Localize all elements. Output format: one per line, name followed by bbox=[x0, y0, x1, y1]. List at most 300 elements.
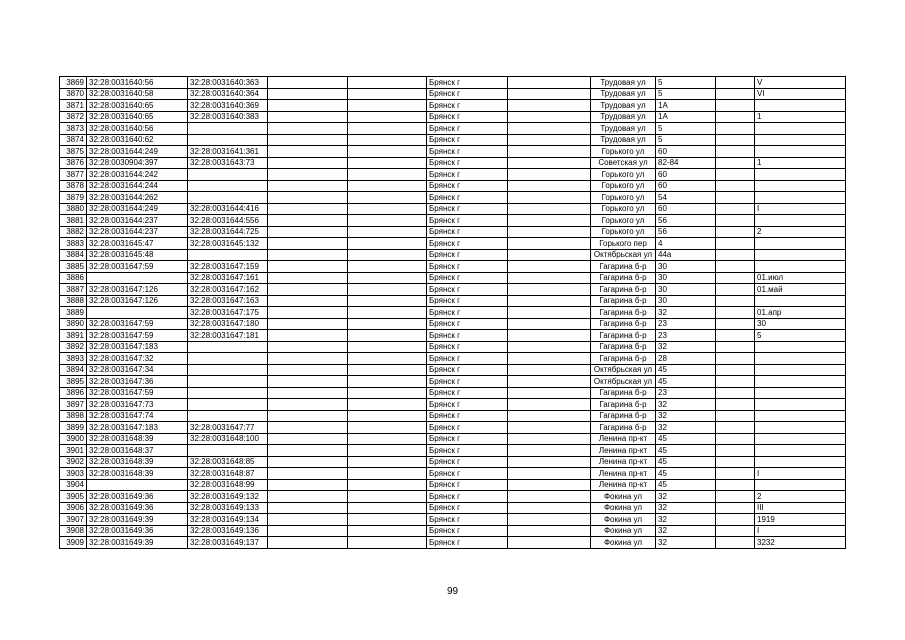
cell-cadastral-number-2: 32:28:0031647:180 bbox=[188, 318, 268, 330]
cell-street: Трудовая ул bbox=[591, 77, 656, 89]
cell-empty-col-10 bbox=[716, 180, 755, 192]
cell-cadastral-number-2: 32:28:0031643:73 bbox=[188, 157, 268, 169]
cell-street: Ленина пр-кт bbox=[591, 456, 656, 468]
cell-empty-col-10 bbox=[716, 134, 755, 146]
cell-empty-col-4 bbox=[268, 318, 348, 330]
cell-empty-col-5 bbox=[348, 410, 427, 422]
cell-empty-col-5 bbox=[348, 318, 427, 330]
cell-cadastral-number: 32:28:0031647:34 bbox=[87, 364, 188, 376]
cell-row-number: 3875 bbox=[60, 146, 87, 158]
cell-cadastral-number: 32:28:0031649:36 bbox=[87, 525, 188, 537]
cell-row-number: 3881 bbox=[60, 215, 87, 227]
cell-cadastral-number-2 bbox=[188, 249, 268, 261]
cell-row-number: 3872 bbox=[60, 111, 87, 123]
table-row bbox=[60, 525, 846, 537]
cell-cadastral-number-2: 32:28:0031641:361 bbox=[188, 146, 268, 158]
cell-city: Брянск г bbox=[427, 169, 508, 181]
cell-row-number: 3895 bbox=[60, 376, 87, 388]
cell-cadastral-number: 32:28:0031640:65 bbox=[87, 100, 188, 112]
cell-empty-col-4 bbox=[268, 169, 348, 181]
table-row bbox=[60, 502, 846, 514]
table-row bbox=[60, 169, 846, 181]
cell-empty-col-7 bbox=[508, 433, 591, 445]
cell-city: Брянск г bbox=[427, 307, 508, 319]
cell-empty-col-7 bbox=[508, 364, 591, 376]
cell-empty-col-5 bbox=[348, 215, 427, 227]
cell-empty-col-10 bbox=[716, 157, 755, 169]
cell-empty-col-5 bbox=[348, 456, 427, 468]
cell-cadastral-number-2: 32:28:0031640:369 bbox=[188, 100, 268, 112]
cell-empty-col-10 bbox=[716, 514, 755, 526]
cell-unit-number bbox=[755, 261, 846, 273]
cell-cadastral-number-2: 32:28:0031640:364 bbox=[188, 88, 268, 100]
cell-city: Брянск г bbox=[427, 123, 508, 135]
cell-empty-col-10 bbox=[716, 318, 755, 330]
cell-empty-col-5 bbox=[348, 525, 427, 537]
cell-street: Гагарина б-р bbox=[591, 399, 656, 411]
cell-cadastral-number: 32:28:0031644:242 bbox=[87, 169, 188, 181]
cell-empty-col-4 bbox=[268, 180, 348, 192]
cell-street: Гагарина б-р bbox=[591, 410, 656, 422]
cell-house-number: 44а bbox=[656, 249, 716, 261]
table-row bbox=[60, 284, 846, 296]
cell-city: Брянск г bbox=[427, 422, 508, 434]
cell-cadastral-number: 32:28:0031644:262 bbox=[87, 192, 188, 204]
cell-empty-col-4 bbox=[268, 456, 348, 468]
cell-row-number: 3888 bbox=[60, 295, 87, 307]
cell-empty-col-10 bbox=[716, 215, 755, 227]
cell-empty-col-7 bbox=[508, 376, 591, 388]
cell-empty-col-4 bbox=[268, 88, 348, 100]
cell-empty-col-4 bbox=[268, 249, 348, 261]
cell-street: Гагарина б-р bbox=[591, 318, 656, 330]
cell-cadastral-number-2: 32:28:0031648:85 bbox=[188, 456, 268, 468]
cell-cadastral-number-2 bbox=[188, 134, 268, 146]
table-row bbox=[60, 341, 846, 353]
cell-empty-col-5 bbox=[348, 445, 427, 457]
cell-street: Ленина пр-кт bbox=[591, 445, 656, 457]
cell-empty-col-5 bbox=[348, 284, 427, 296]
cell-empty-col-7 bbox=[508, 295, 591, 307]
cell-empty-col-10 bbox=[716, 249, 755, 261]
cell-cadastral-number-2: 32:28:0031645:132 bbox=[188, 238, 268, 250]
cell-empty-col-7 bbox=[508, 502, 591, 514]
cell-empty-col-7 bbox=[508, 387, 591, 399]
cell-cadastral-number: 32:28:0031640:58 bbox=[87, 88, 188, 100]
cell-row-number: 3885 bbox=[60, 261, 87, 273]
cell-cadastral-number-2: 32:28:0031648:99 bbox=[188, 479, 268, 491]
cell-cadastral-number: 32:28:0031644:237 bbox=[87, 215, 188, 227]
cell-empty-col-5 bbox=[348, 169, 427, 181]
cell-city: Брянск г bbox=[427, 502, 508, 514]
cell-city: Брянск г bbox=[427, 468, 508, 480]
cell-empty-col-10 bbox=[716, 146, 755, 158]
cell-row-number: 3897 bbox=[60, 399, 87, 411]
cell-house-number: 28 bbox=[656, 353, 716, 365]
cell-city: Брянск г bbox=[427, 353, 508, 365]
cell-city: Брянск г bbox=[427, 261, 508, 273]
cell-cadastral-number: 32:28:0031645:48 bbox=[87, 249, 188, 261]
cell-house-number: 32 bbox=[656, 514, 716, 526]
cell-unit-number bbox=[755, 215, 846, 227]
cell-unit-number: 5 bbox=[755, 330, 846, 342]
cell-unit-number bbox=[755, 238, 846, 250]
cell-empty-col-7 bbox=[508, 307, 591, 319]
cell-empty-col-5 bbox=[348, 203, 427, 215]
cell-unit-number bbox=[755, 249, 846, 261]
cell-street: Гагарина б-р bbox=[591, 295, 656, 307]
cell-empty-col-4 bbox=[268, 330, 348, 342]
table-row bbox=[60, 422, 846, 434]
table-row bbox=[60, 353, 846, 365]
table-row bbox=[60, 537, 846, 549]
cell-city: Брянск г bbox=[427, 284, 508, 296]
cell-empty-col-10 bbox=[716, 226, 755, 238]
cell-empty-col-5 bbox=[348, 364, 427, 376]
cell-house-number: 30 bbox=[656, 272, 716, 284]
table-row bbox=[60, 123, 846, 135]
cell-empty-col-7 bbox=[508, 410, 591, 422]
cell-row-number: 3908 bbox=[60, 525, 87, 537]
cell-house-number: 45 bbox=[656, 456, 716, 468]
table-row bbox=[60, 272, 846, 284]
cell-unit-number: 30 bbox=[755, 318, 846, 330]
cell-cadastral-number-2: 32:28:0031644:725 bbox=[188, 226, 268, 238]
table-row bbox=[60, 88, 846, 100]
cell-street: Трудовая ул bbox=[591, 111, 656, 123]
cell-empty-col-5 bbox=[348, 491, 427, 503]
cell-cadastral-number: 32:28:0031647:59 bbox=[87, 318, 188, 330]
cell-street: Гагарина б-р bbox=[591, 387, 656, 399]
table-row bbox=[60, 77, 846, 89]
cell-empty-col-7 bbox=[508, 261, 591, 273]
cell-cadastral-number-2 bbox=[188, 376, 268, 388]
cell-street: Горького ул bbox=[591, 146, 656, 158]
cell-street: Фокина ул bbox=[591, 491, 656, 503]
cell-row-number: 3883 bbox=[60, 238, 87, 250]
cell-row-number: 3871 bbox=[60, 100, 87, 112]
cell-row-number: 3896 bbox=[60, 387, 87, 399]
table-row bbox=[60, 491, 846, 503]
cell-row-number: 3884 bbox=[60, 249, 87, 261]
cell-empty-col-7 bbox=[508, 422, 591, 434]
table-row bbox=[60, 445, 846, 457]
cell-house-number: 56 bbox=[656, 215, 716, 227]
cell-city: Брянск г bbox=[427, 514, 508, 526]
cell-cadastral-number: 32:28:0031640:56 bbox=[87, 123, 188, 135]
cell-empty-col-10 bbox=[716, 456, 755, 468]
cell-city: Брянск г bbox=[427, 146, 508, 158]
cell-empty-col-5 bbox=[348, 330, 427, 342]
cell-unit-number: 01.май bbox=[755, 284, 846, 296]
cell-cadastral-number-2 bbox=[188, 169, 268, 181]
cell-empty-col-7 bbox=[508, 491, 591, 503]
cell-empty-col-10 bbox=[716, 468, 755, 480]
table-row bbox=[60, 261, 846, 273]
cell-empty-col-5 bbox=[348, 433, 427, 445]
cell-empty-col-7 bbox=[508, 146, 591, 158]
cell-house-number: 4 bbox=[656, 238, 716, 250]
cell-empty-col-7 bbox=[508, 284, 591, 296]
cell-unit-number bbox=[755, 123, 846, 135]
cell-empty-col-4 bbox=[268, 215, 348, 227]
cell-cadastral-number: 32:28:0031647:32 bbox=[87, 353, 188, 365]
cell-unit-number bbox=[755, 341, 846, 353]
table-row bbox=[60, 146, 846, 158]
cell-street: Гагарина б-р bbox=[591, 284, 656, 296]
cell-unit-number: VI bbox=[755, 88, 846, 100]
cell-empty-col-10 bbox=[716, 502, 755, 514]
cell-house-number: 30 bbox=[656, 295, 716, 307]
cell-city: Брянск г bbox=[427, 215, 508, 227]
cell-empty-col-10 bbox=[716, 123, 755, 135]
table-row bbox=[60, 134, 846, 146]
cell-house-number: 32 bbox=[656, 502, 716, 514]
cell-city: Брянск г bbox=[427, 238, 508, 250]
cell-house-number: 60 bbox=[656, 146, 716, 158]
cell-empty-col-7 bbox=[508, 479, 591, 491]
cell-unit-number bbox=[755, 387, 846, 399]
cell-empty-col-7 bbox=[508, 157, 591, 169]
cell-unit-number bbox=[755, 364, 846, 376]
page-number: 99 bbox=[446, 586, 459, 597]
cell-street: Трудовая ул bbox=[591, 100, 656, 112]
cell-empty-col-5 bbox=[348, 387, 427, 399]
cell-cadastral-number-2: 32:28:0031640:363 bbox=[188, 77, 268, 89]
cell-cadastral-number: 32:28:0031647:126 bbox=[87, 284, 188, 296]
cell-empty-col-7 bbox=[508, 514, 591, 526]
cell-cadastral-number-2 bbox=[188, 341, 268, 353]
cell-empty-col-7 bbox=[508, 399, 591, 411]
cell-unit-number bbox=[755, 376, 846, 388]
cell-cadastral-number: 32:28:0031647:183 bbox=[87, 422, 188, 434]
cell-cadastral-number-2 bbox=[188, 387, 268, 399]
cell-empty-col-5 bbox=[348, 180, 427, 192]
cell-cadastral-number-2: 32:28:0031644:416 bbox=[188, 203, 268, 215]
cell-unit-number: I bbox=[755, 203, 846, 215]
cell-cadastral-number: 32:28:0031644:244 bbox=[87, 180, 188, 192]
cell-unit-number: III bbox=[755, 502, 846, 514]
cell-row-number: 3893 bbox=[60, 353, 87, 365]
cell-empty-col-4 bbox=[268, 238, 348, 250]
cell-empty-col-4 bbox=[268, 77, 348, 89]
table-row bbox=[60, 249, 846, 261]
cell-cadastral-number: 32:28:0031647:59 bbox=[87, 330, 188, 342]
cell-house-number: 60 bbox=[656, 169, 716, 181]
cell-street: Октябрьская ул bbox=[591, 364, 656, 376]
cell-empty-col-5 bbox=[348, 468, 427, 480]
cell-city: Брянск г bbox=[427, 433, 508, 445]
cell-empty-col-4 bbox=[268, 341, 348, 353]
cell-row-number: 3889 bbox=[60, 307, 87, 319]
cell-empty-col-10 bbox=[716, 445, 755, 457]
cell-empty-col-10 bbox=[716, 88, 755, 100]
cell-street: Горького ул bbox=[591, 192, 656, 204]
cell-unit-number: I bbox=[755, 468, 846, 480]
cell-empty-col-5 bbox=[348, 272, 427, 284]
cell-empty-col-10 bbox=[716, 341, 755, 353]
cell-row-number: 3869 bbox=[60, 77, 87, 89]
cell-empty-col-10 bbox=[716, 203, 755, 215]
table-row bbox=[60, 238, 846, 250]
cell-empty-col-7 bbox=[508, 180, 591, 192]
cell-empty-col-5 bbox=[348, 261, 427, 273]
cell-cadastral-number-2: 32:28:0031647:77 bbox=[188, 422, 268, 434]
cell-empty-col-4 bbox=[268, 307, 348, 319]
table-row bbox=[60, 456, 846, 468]
cell-empty-col-10 bbox=[716, 410, 755, 422]
cell-empty-col-7 bbox=[508, 456, 591, 468]
cell-street: Фокина ул bbox=[591, 514, 656, 526]
cell-unit-number bbox=[755, 422, 846, 434]
cell-unit-number bbox=[755, 192, 846, 204]
table-row bbox=[60, 364, 846, 376]
cell-house-number: 1А bbox=[656, 100, 716, 112]
cell-unit-number: 3232 bbox=[755, 537, 846, 549]
cell-house-number: 56 bbox=[656, 226, 716, 238]
cell-street: Горького пер bbox=[591, 238, 656, 250]
cell-empty-col-7 bbox=[508, 123, 591, 135]
cell-empty-col-4 bbox=[268, 376, 348, 388]
cell-street: Октябрьская ул bbox=[591, 376, 656, 388]
cell-cadastral-number-2 bbox=[188, 399, 268, 411]
cell-unit-number: 01.апр bbox=[755, 307, 846, 319]
cell-row-number: 3873 bbox=[60, 123, 87, 135]
cell-empty-col-10 bbox=[716, 422, 755, 434]
cell-cadastral-number-2 bbox=[188, 123, 268, 135]
cell-cadastral-number: 32:28:0031640:65 bbox=[87, 111, 188, 123]
cell-empty-col-4 bbox=[268, 192, 348, 204]
cell-row-number: 3902 bbox=[60, 456, 87, 468]
registry-table bbox=[59, 76, 846, 549]
cell-empty-col-4 bbox=[268, 468, 348, 480]
cell-street: Горького ул bbox=[591, 180, 656, 192]
cell-unit-number: V bbox=[755, 77, 846, 89]
table-row bbox=[60, 203, 846, 215]
cell-cadastral-number: 32:28:0031647:59 bbox=[87, 387, 188, 399]
table-row bbox=[60, 433, 846, 445]
cell-empty-col-5 bbox=[348, 123, 427, 135]
cell-city: Брянск г bbox=[427, 318, 508, 330]
cell-empty-col-4 bbox=[268, 537, 348, 549]
cell-city: Брянск г bbox=[427, 88, 508, 100]
table-row bbox=[60, 410, 846, 422]
cell-row-number: 3903 bbox=[60, 468, 87, 480]
cell-house-number: 45 bbox=[656, 479, 716, 491]
cell-street: Гагарина б-р bbox=[591, 330, 656, 342]
cell-city: Брянск г bbox=[427, 295, 508, 307]
cell-city: Брянск г bbox=[427, 456, 508, 468]
table-row bbox=[60, 330, 846, 342]
cell-empty-col-4 bbox=[268, 433, 348, 445]
cell-row-number: 3882 bbox=[60, 226, 87, 238]
cell-street: Трудовая ул bbox=[591, 123, 656, 135]
cell-empty-col-7 bbox=[508, 330, 591, 342]
cell-empty-col-5 bbox=[348, 146, 427, 158]
cell-empty-col-4 bbox=[268, 100, 348, 112]
cell-unit-number: 1 bbox=[755, 111, 846, 123]
cell-cadastral-number-2: 32:28:0031647:175 bbox=[188, 307, 268, 319]
cell-empty-col-7 bbox=[508, 468, 591, 480]
cell-cadastral-number-2: 32:28:0031648:87 bbox=[188, 468, 268, 480]
cell-cadastral-number: 32:28:0031645:47 bbox=[87, 238, 188, 250]
cell-city: Брянск г bbox=[427, 410, 508, 422]
cell-row-number: 3879 bbox=[60, 192, 87, 204]
cell-empty-col-4 bbox=[268, 364, 348, 376]
table-row bbox=[60, 318, 846, 330]
cell-unit-number bbox=[755, 295, 846, 307]
cell-house-number: 45 bbox=[656, 376, 716, 388]
cell-empty-col-5 bbox=[348, 479, 427, 491]
cell-city: Брянск г bbox=[427, 272, 508, 284]
cell-row-number: 3901 bbox=[60, 445, 87, 457]
cell-empty-col-10 bbox=[716, 433, 755, 445]
cell-row-number: 3887 bbox=[60, 284, 87, 296]
cell-empty-col-7 bbox=[508, 525, 591, 537]
cell-cadastral-number bbox=[87, 479, 188, 491]
cell-house-number: 23 bbox=[656, 318, 716, 330]
table-row bbox=[60, 100, 846, 112]
cell-empty-col-4 bbox=[268, 111, 348, 123]
cell-row-number: 3898 bbox=[60, 410, 87, 422]
cell-cadastral-number-2: 32:28:0031640:383 bbox=[188, 111, 268, 123]
cell-cadastral-number-2: 32:28:0031648:100 bbox=[188, 433, 268, 445]
cell-row-number: 3905 bbox=[60, 491, 87, 503]
cell-street: Трудовая ул bbox=[591, 134, 656, 146]
cell-empty-col-10 bbox=[716, 387, 755, 399]
cell-cadastral-number-2: 32:28:0031647:161 bbox=[188, 272, 268, 284]
cell-city: Брянск г bbox=[427, 491, 508, 503]
cell-city: Брянск г bbox=[427, 387, 508, 399]
cell-cadastral-number: 32:28:0031647:36 bbox=[87, 376, 188, 388]
cell-cadastral-number-2 bbox=[188, 410, 268, 422]
cell-empty-col-7 bbox=[508, 192, 591, 204]
cell-empty-col-10 bbox=[716, 111, 755, 123]
cell-unit-number: I bbox=[755, 525, 846, 537]
table-row bbox=[60, 376, 846, 388]
cell-empty-col-10 bbox=[716, 330, 755, 342]
cell-cadastral-number: 32:28:0031644:249 bbox=[87, 203, 188, 215]
cell-row-number: 3909 bbox=[60, 537, 87, 549]
cell-cadastral-number: 32:28:0030904:397 bbox=[87, 157, 188, 169]
cell-row-number: 3874 bbox=[60, 134, 87, 146]
cell-house-number: 32 bbox=[656, 537, 716, 549]
cell-empty-col-10 bbox=[716, 77, 755, 89]
table-row bbox=[60, 111, 846, 123]
cell-empty-col-10 bbox=[716, 399, 755, 411]
cell-city: Брянск г bbox=[427, 192, 508, 204]
cell-street: Горького ул bbox=[591, 203, 656, 215]
cell-unit-number bbox=[755, 479, 846, 491]
cell-house-number: 32 bbox=[656, 525, 716, 537]
cell-cadastral-number: 32:28:0031649:39 bbox=[87, 537, 188, 549]
cell-empty-col-7 bbox=[508, 249, 591, 261]
table-row bbox=[60, 180, 846, 192]
cell-street: Фокина ул bbox=[591, 537, 656, 549]
cell-empty-col-10 bbox=[716, 364, 755, 376]
cell-unit-number bbox=[755, 180, 846, 192]
cell-house-number: 60 bbox=[656, 180, 716, 192]
cell-house-number: 45 bbox=[656, 364, 716, 376]
cell-city: Брянск г bbox=[427, 134, 508, 146]
cell-empty-col-5 bbox=[348, 88, 427, 100]
cell-cadastral-number: 32:28:0031648:39 bbox=[87, 456, 188, 468]
cell-empty-col-7 bbox=[508, 537, 591, 549]
cell-empty-col-7 bbox=[508, 341, 591, 353]
cell-house-number: 32 bbox=[656, 399, 716, 411]
cell-empty-col-5 bbox=[348, 399, 427, 411]
cell-empty-col-5 bbox=[348, 77, 427, 89]
